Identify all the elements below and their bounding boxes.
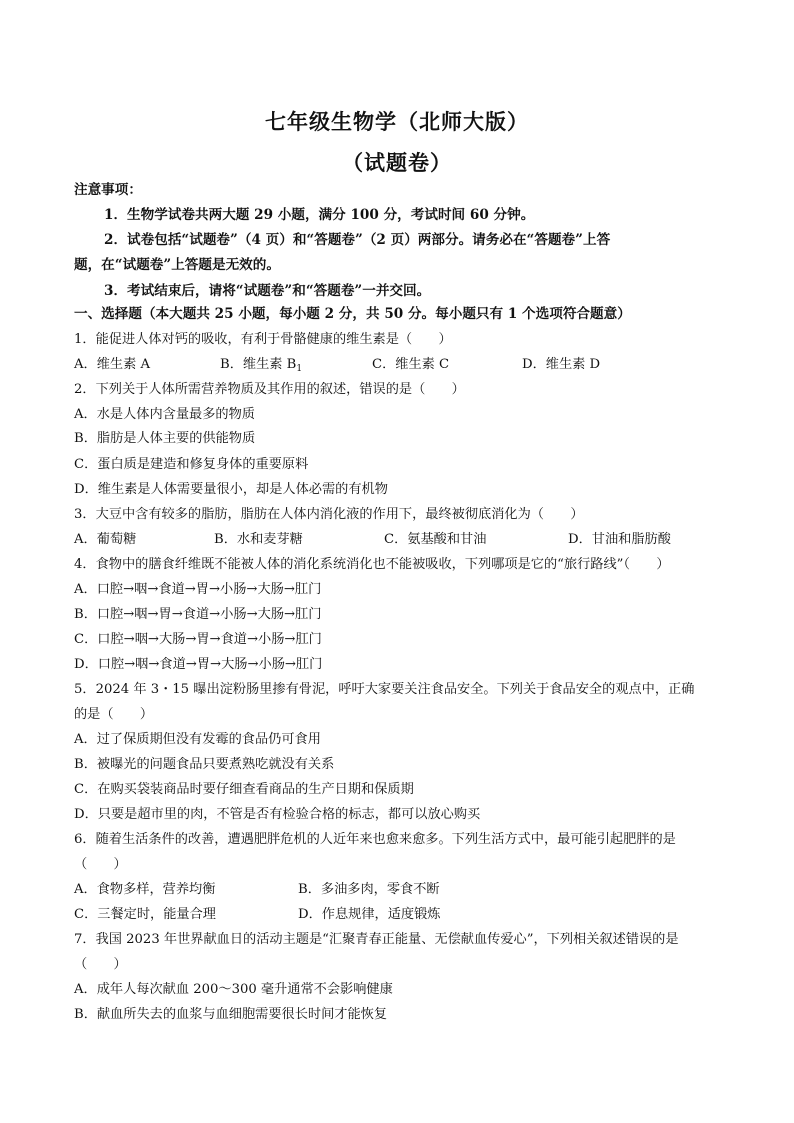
option-b: B．水和麦芽糖 — [214, 532, 303, 547]
option-d: D．只要是超市里的肉，不管是否有检验合格的标志，都可以放心购买 — [74, 807, 481, 822]
question-stem-cont: 的是（ ） — [74, 707, 154, 722]
notice-item: 3．考试结束后，请将“试题卷”和“答题卷”一并交回。 — [104, 283, 431, 299]
question-stem: 6．随着生活条件的改善，遭遇肥胖危机的人近年来也愈来愈多。下列生活方式中，最可能引起肥胖的是 — [74, 832, 676, 847]
option-d: D．口腔→咽→食道→胃→大肠→小肠→肛门 — [74, 657, 323, 672]
option-c: C．蛋白质是建造和修复身体的重要原料 — [74, 457, 309, 472]
option-b: B．献血所失去的血浆与血细胞需要很长时间才能恢复 — [74, 1007, 388, 1022]
option-d: D．维生素是人体需要量很小，却是人体必需的有机物 — [74, 482, 388, 497]
page-title: 七年级生物学（北师大版） — [265, 109, 529, 134]
option-a: A．过了保质期但没有发霉的食品仍可食用 — [74, 732, 321, 747]
option-c: C．口腔→咽→大肠→胃→食道→小肠→肛门 — [74, 632, 322, 647]
question-stem: 5．2024 年 3・15 曝出淀粉肠里掺有骨泥，呼吁大家要关注食品安全。下列关于食品安全的观点中，正确 — [74, 682, 695, 697]
option-b: B．维生素 $B_1$ — [220, 357, 303, 374]
option-b: B．多油多肉，零食不断 — [298, 882, 440, 897]
option-a: A．水是人体内含量最多的物质 — [74, 407, 255, 422]
option-d: D．甘油和脂肪酸 — [568, 532, 671, 547]
notice-heading: 注意事项： — [74, 182, 142, 198]
option-a: A．食物多样，营养均衡 — [74, 882, 216, 897]
option-c: C．维生素 C — [372, 357, 450, 372]
option-b: B．口腔→咽→胃→食道→小肠→大肠→肛门 — [74, 607, 322, 622]
section-heading: 一、选择题（本大题共 25 小题，每小题 2 分，共 50 分。每小题只有 1 个选项符合题意） — [74, 306, 631, 322]
question-stem: 2．下列关于人体所需营养物质及其作用的叙述，错误的是（ ） — [74, 382, 465, 397]
option-a: A．成年人每次献血 200～300 毫升通常不会影响健康 — [74, 982, 393, 997]
question-stem-cont: （ ） — [74, 957, 127, 972]
option-b: B．被曝光的问题食品只要煮熟吃就没有关系 — [74, 757, 335, 772]
option-d: D．作息规律，适度锻炼 — [298, 907, 441, 922]
option-a: A．口腔→咽→食道→胃→小肠→大肠→肛门 — [74, 582, 322, 597]
question-stem: 4．食物中的膳食纤维既不能被人体的消化系统消化也不能被吸收，下列哪项是它的“旅行路线”（ ） — [74, 557, 670, 572]
question-stem: 1．能促进人体对钙的吸收，有利于骨骼健康的维生素是（ ） — [74, 332, 452, 347]
option-a: A．葡萄糖 — [74, 532, 137, 547]
question-stem: 7．我国 2023 年世界献血日的活动主题是“汇聚青春正能量、无偿献血传爱心”，下列相关叙述错误的是 — [74, 932, 679, 947]
option-d: D．维生素 D — [522, 357, 601, 372]
question-stem: 3．大豆中含有较多的脂肪，脂肪在人体内消化液的作用下，最终被彻底消化为（ ） — [74, 507, 584, 522]
option-c: C．在购买袋装商品时要仔细查看商品的生产日期和保质期 — [74, 782, 414, 797]
option-c: C．三餐定时，能量合理 — [74, 907, 216, 922]
option-a: A．维生素 A — [74, 357, 150, 372]
page-subtitle: （试题卷） — [342, 150, 452, 175]
notice-item: 2．试卷包括“试题卷”（4 页）和“答题卷”（2 页）两部分。请务必在“答题卷”上答 — [104, 232, 611, 248]
option-c: C．氨基酸和甘油 — [384, 532, 487, 547]
question-stem-cont: （ ） — [74, 857, 127, 872]
notice-item: 1．生物学试卷共两大题 29 小题，满分 100 分，考试时间 60 分钟。 — [104, 207, 535, 223]
option-b: B．脂肪是人体主要的供能物质 — [74, 431, 256, 446]
notice-item: 题，在“试题卷”上答题是无效的。 — [74, 257, 280, 273]
